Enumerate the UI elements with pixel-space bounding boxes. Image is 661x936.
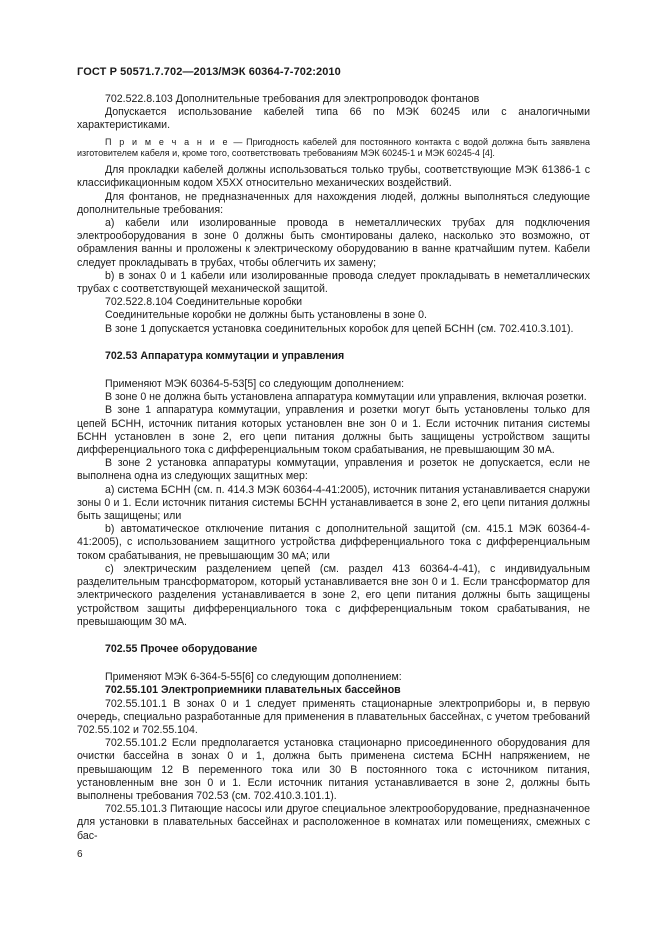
- list-item-c: c) электрическим разделением цепей (см. раздел 413 60364-4-41), с индивидуальным разделительным трансформатором, который устанавливается вне зон 0 и 1. Если трансформатор для электрического разделения устанавливается в зоне 2, его цепи питания должны быть защищены устройством защиты дифференциального тока с дифференциальным током срабатывания, не превышающим 30 мА.: [77, 562, 590, 628]
- page-content: [77, 93, 590, 843]
- list-item-b: b) автоматическое отключение питания с дополнительной защитой (см. 415.1 МЭК 60364-4-41:2005), с использованием защитного устройства дифференциального тока с дифференциальным током срабатывания, не превышающим 30 мА; или: [77, 523, 590, 562]
- paragraph: 702.55.101.3 Питающие насосы или другое специальное электрооборудование, предназначенное для установки в плавательных бассейнах и расположенное в комнатах или помещениях, смежных с бас-: [77, 803, 590, 842]
- paragraph: Соединительные коробки не должны быть установлены в зоне 0.: [105, 309, 427, 322]
- section-heading-702-55: 702.55 Прочее оборудование: [105, 642, 258, 655]
- paragraph: В зоне 1 допускается установка соединительных коробок для цепей БСНН (см. 702.410.3.101).: [105, 322, 574, 335]
- document-header: ГОСТ Р 50571.7.702—2013/МЭК 60364-7-702:2010: [77, 66, 341, 78]
- note: [77, 137, 590, 161]
- section-heading-702-53: 702.53 Аппаратура коммутации и управления: [105, 349, 345, 362]
- paragraph: Для фонтанов, не предназначенных для нахождения людей, должны выполняться следующие дополнительные требования:: [77, 190, 590, 216]
- note-label: П р и м е ч а н и е: [105, 136, 230, 147]
- note-text: — Пригодность кабелей для постоянного контакта с водой должна быть заявлена изготовителем кабеля и, кроме того, соответствовать требованиям МЭК 60245-1 и МЭК 60245-4 [4].: [77, 136, 590, 159]
- paragraph: В зоне 2 установка аппаратуры коммутации, управления и розеток не допускается, если не выполнена одна из следующих защитных мер:: [77, 457, 590, 483]
- paragraph: 702.55.101.2 Если предполагается установка стационарно присоединенного оборудования для очистки бассейна в зонах 0 и 1, должна быть применена система БСНН напряжением, не превышающим 12 В переменного тока или 30 В постоянного тока с источником питания, установленным вне зон 0 и 1. Если источник питания устанавливается в зоне 2, должны быть выполнены требования 702.53 (см. 702.410.3.101.1).: [77, 737, 590, 802]
- list-item-a: a) кабели или изолированные провода в неметаллических трубах для подключения электрооборудования в зоне 0 должны быть смонтированы далеко, насколько это возможно, от обрамления ванны и проложены к электрическому оборудованию в ванне кратчайшим путем. Кабели следует прокладывать в трубах, чтобы облегчить их замену;: [77, 217, 590, 269]
- page-number: 6: [77, 849, 83, 860]
- paragraph: Допускается использование кабелей типа 66 по МЭК 60245 или с аналогичными характеристиками.: [77, 106, 590, 132]
- list-item-b: b) в зонах 0 и 1 кабели или изолированные провода следует прокладывать в неметаллических трубах с соответствующей механической защитой.: [77, 269, 590, 296]
- paragraph: 702.55.101.1 В зонах 0 и 1 следует применять стационарные электроприборы и, в первую очередь, специально разработанные для применения в плавательных бассейнах, с учетом требований 702.55.102 и 702.55.104.: [77, 697, 590, 736]
- paragraph: Для прокладки кабелей должны использоваться только трубы, соответствующие МЭК 61386-1 с классификационным кодом Х5ХХ относительно механических воздействий.: [77, 164, 590, 190]
- paragraph: В зоне 0 не должна быть установлена аппаратура коммутации или управления, включая розетки.: [105, 391, 587, 404]
- list-item-a: a) система БСНН (см. п. 414.3 МЭК 60364-4-41:2005), источник питания устанавливается снаружи зоны 0 и 1. Если источник питания системы БСНН устанавливается в зоне 2, его цепи питания должны быть защищены; или: [77, 483, 590, 523]
- paragraph: В зоне 1 аппаратура коммутации, управления и розетки могут быть установлены только для цепей БСНН, источник питания которых установлен вне зон 0 и 1. Если источник питания системы БСНН установлен в зоне 2, его цепи питания должны быть защищены устройством защиты дифференциального тока с дифференциальным током срабатывания, не превышающим 30 мА.: [77, 404, 590, 457]
- clause-702-522-8-103-title: 702.522.8.103 Дополнительные требования для электропроводок фонтанов: [105, 93, 480, 105]
- paragraph: Применяют МЭК 6-364-5-55[6] со следующим дополнением:: [105, 671, 402, 684]
- paragraph: Применяют МЭК 60364-5-53[5] со следующим дополнением:: [105, 378, 405, 391]
- clause-702-522-8-104-title: 702.522.8.104 Соединительные коробки: [105, 296, 303, 309]
- subsection-heading-702-55-101: 702.55.101 Электроприемники плавательных бассейнов: [105, 684, 401, 697]
